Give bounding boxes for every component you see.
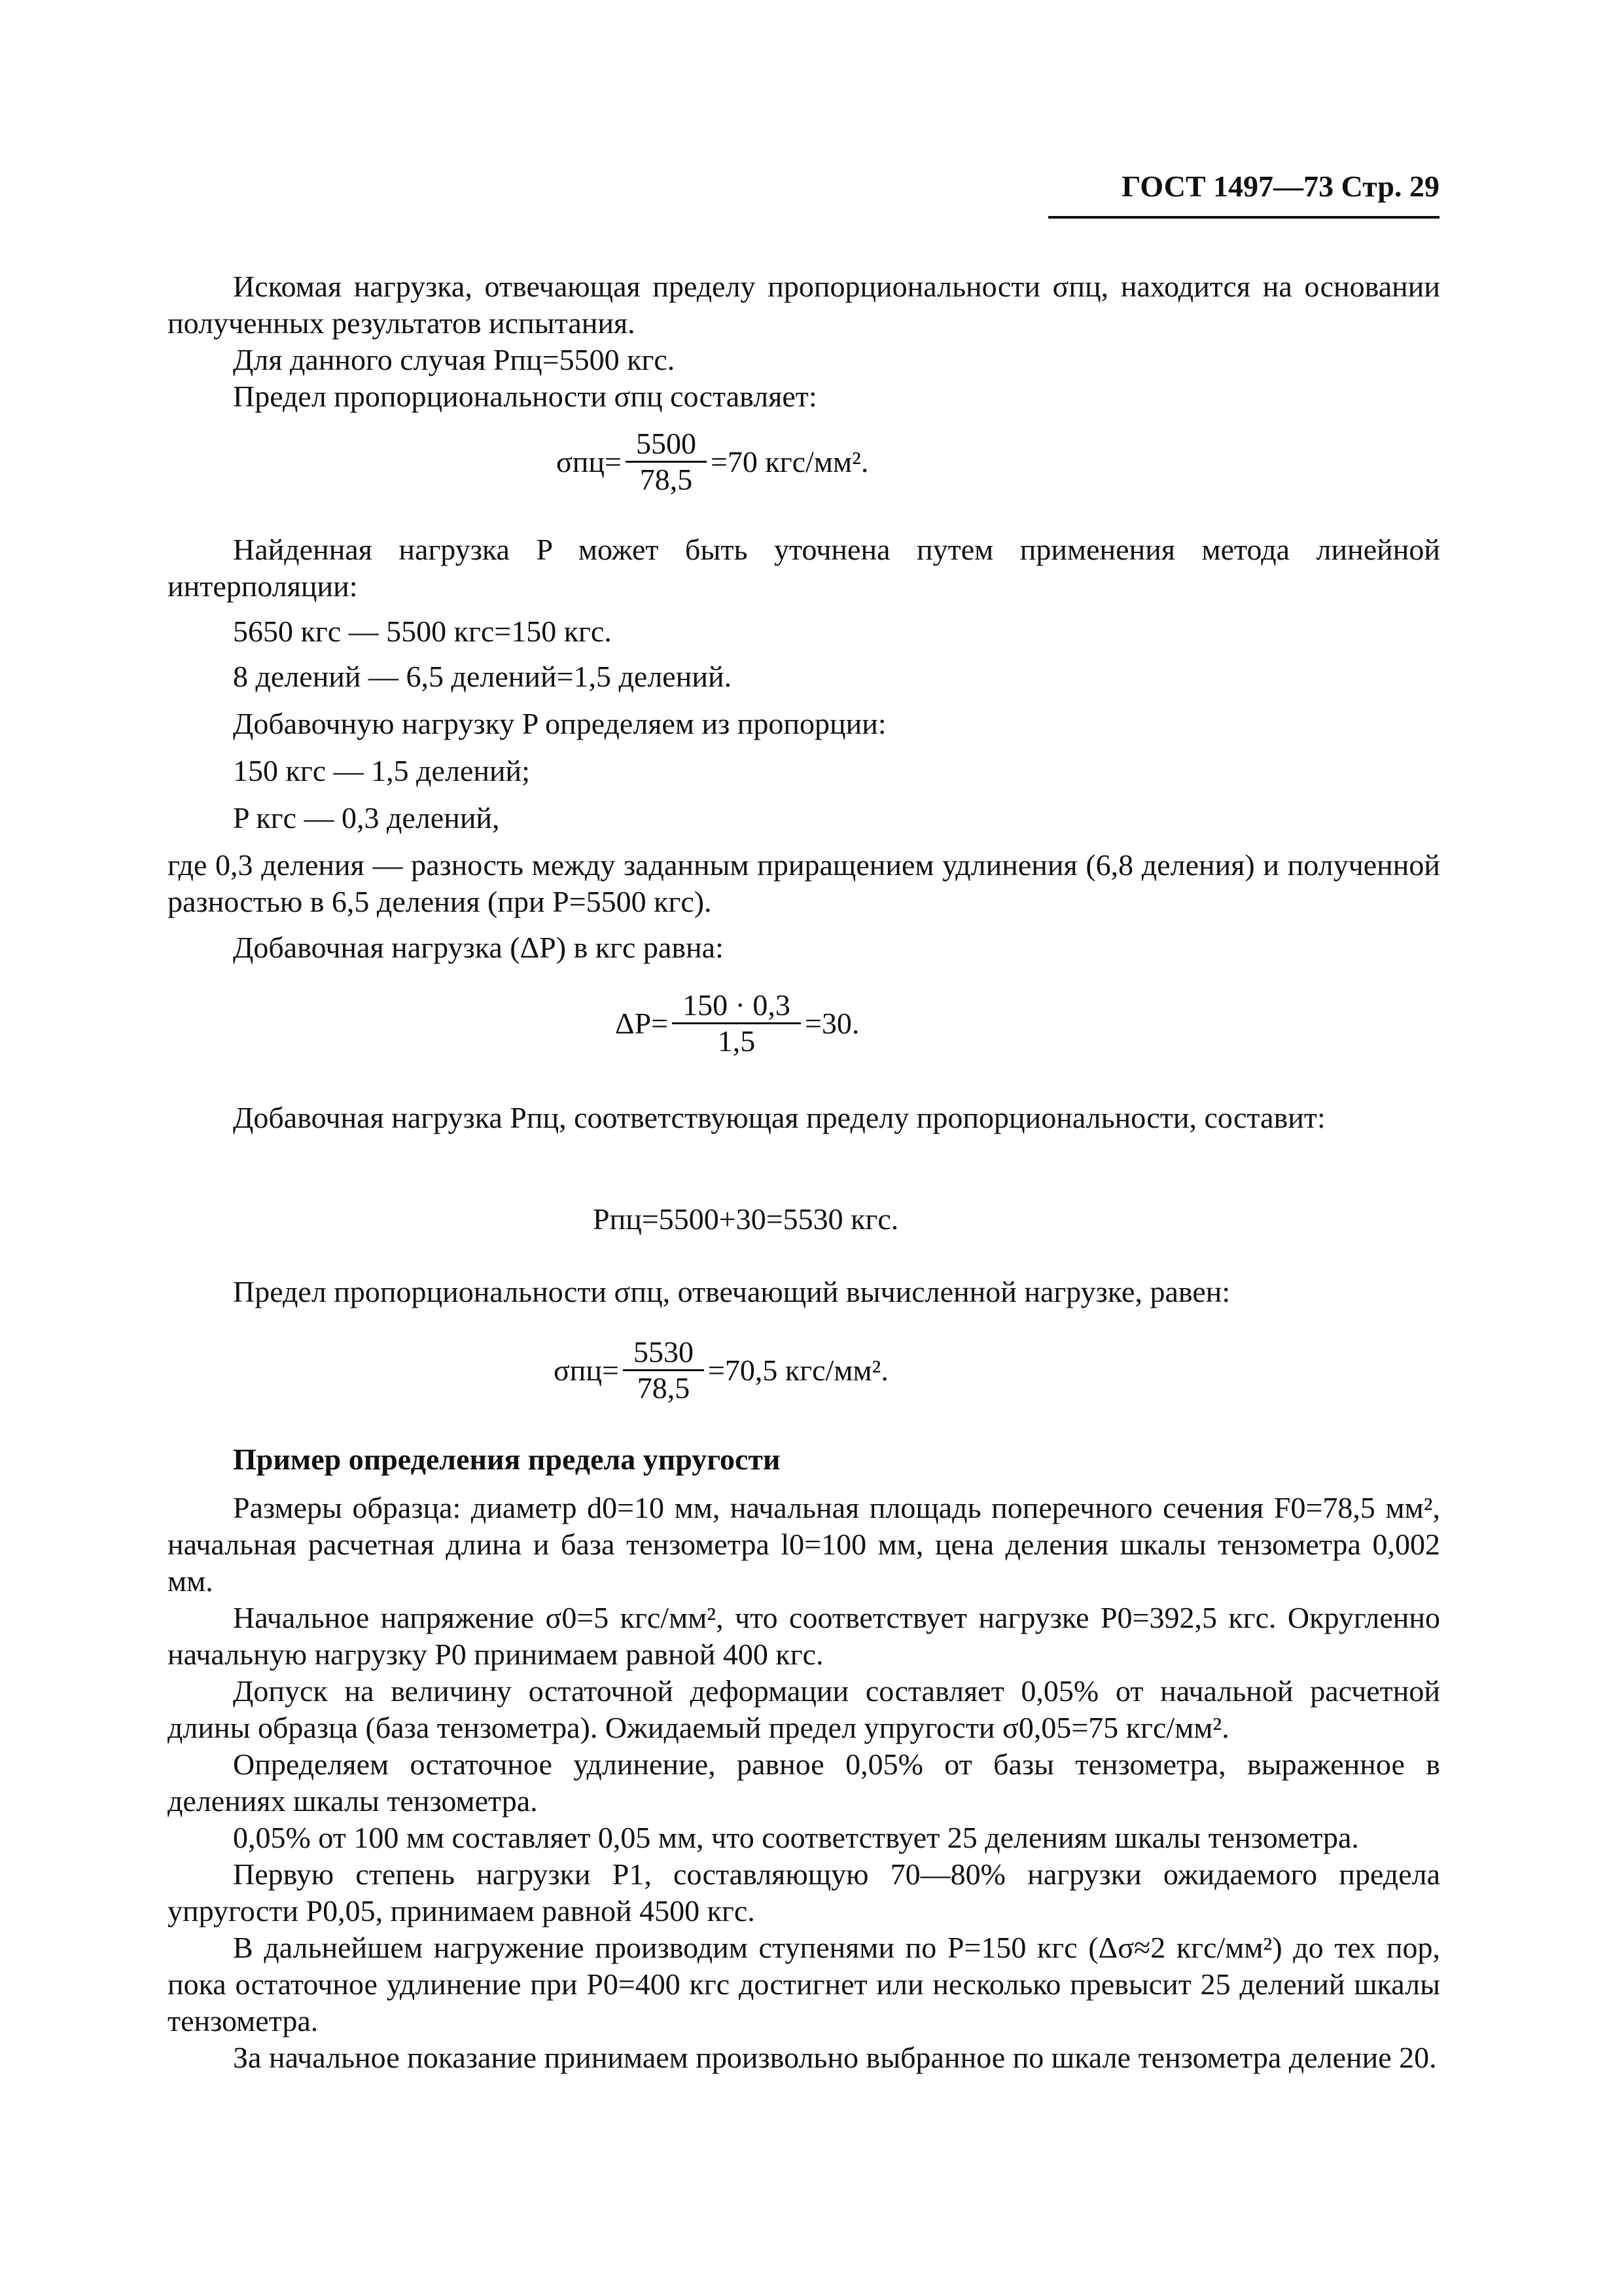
calc-line: Добавочную нагрузку P определяем из пропорции: — [233, 707, 887, 740]
paragraph: За начальное показание принимаем произвольно выбранное по шкале тензометра деление 20. — [233, 2041, 1437, 2074]
paragraph: Допуск на величину остаточной деформации составляет 0,05% от начальной расчетной длины образца (база тензометра). Ожидаемый предел упругости σ0,05=75 кгс/мм². — [168, 1674, 1440, 1744]
formula-rhs: =70,5 кгс/мм². — [707, 1354, 889, 1387]
calc-line: 8 делений — 6,5 делений=1,5 делений. — [233, 660, 732, 693]
formula-p-pc — [593, 1202, 898, 1236]
paragraph: 0,05% от 100 мм составляет 0,05 мм, что соответствует 25 делениям шкалы тензометра. — [233, 1821, 1359, 1854]
formula-fraction — [672, 988, 801, 1058]
paragraph: Начальное напряжение σ0=5 кгс/мм², что соответствует нагрузке P0=392,5 кгс. Округленно начальную нагрузку P0 принимаем равной 400 кгс. — [168, 1601, 1440, 1671]
paragraph: В дальнейшем нагружение производим ступенями по P=150 кгс (Δσ≈2 кгс/мм²) до тех пор, пока остаточное удлинение при P0=400 кгс достигнет или несколько превысит 25 делений шкалы тензометра. — [168, 1931, 1440, 2037]
formula-delta-p — [615, 988, 859, 1058]
section-heading: Пример определения предела упругости — [233, 1443, 781, 1476]
formula-text: Pпц=5500+30=5530 кгс. — [593, 1202, 899, 1236]
page-header: ГОСТ 1497—73 Стр. 29 — [1121, 170, 1439, 203]
formula-numerator: 5530 — [623, 1335, 704, 1371]
calc-line: 150 кгс — 1,5 делений; — [233, 754, 530, 787]
paragraph: Добавочная нагрузка Pпц, соответствующая пределу пропорциональности, составит: — [233, 1101, 1326, 1134]
example-block — [168, 1441, 1440, 2076]
formula-sigma-2 — [554, 1335, 889, 1405]
calc-line: P кгс — 0,3 делений, — [233, 801, 500, 834]
paragraph-8-block — [168, 1274, 1440, 1310]
paragraph: Добавочная нагрузка (ΔP) в кгс равна: — [233, 931, 724, 964]
paragraph: Найденная нагрузка P может быть уточнена путем применения метода линейной интерполяции: — [168, 533, 1440, 603]
paragraph-1-block — [168, 268, 1440, 415]
formula-denominator: 78,5 — [637, 1371, 690, 1405]
formula-lhs: σпц= — [556, 445, 622, 478]
paragraph-7-block — [168, 1100, 1440, 1136]
paragraph-4-block — [168, 531, 1440, 605]
paragraph: Размеры образца: диаметр d0=10 мм, начальная площадь поперечного сечения F0=78,5 мм², начальная расчетная длина и база тензометра l0=100 мм, цена деления шкалы тензометра 0,002 мм. — [168, 1491, 1440, 1598]
paragraph: Определяем остаточное удлинение, равное 0,05% от базы тензометра, выраженное в делениях шкалы тензометра. — [168, 1748, 1440, 1818]
formula-numerator: 150 · 0,3 — [672, 988, 801, 1024]
paragraph: Для данного случая Pпц=5500 кгс. — [233, 343, 675, 376]
header-rule — [1048, 216, 1439, 219]
formula-numerator: 5500 — [626, 427, 707, 463]
formula-sigma-1 — [556, 427, 868, 497]
formula-fraction — [626, 427, 707, 497]
paragraph: Предел пропорциональности σпц, отвечающий вычисленной нагрузке, равен: — [233, 1275, 1231, 1308]
formula-denominator: 78,5 — [639, 463, 693, 496]
paragraph: Первую степень нагрузки P1, составляющую 70—80% нагрузки ожидаемого предела упругости P0,05, принимаем равной 4500 кгс. — [168, 1857, 1440, 1928]
calc-line: 5650 кгс — 5500 кгс=150 кгс. — [233, 615, 612, 648]
paragraph: где 0,3 деления — разность между заданным приращением удлинения (6,8 деления) и полученной разностью в 6,5 деления (при P=5500 кгс). — [168, 848, 1440, 918]
paragraph-5-block — [168, 847, 1440, 966]
paragraph: Искомая нагрузка, отвечающая пределу пропорциональности σпц, находится на основании полученных результатов испытания. — [168, 270, 1440, 340]
paragraph: Предел пропорциональности σпц составляет: — [233, 380, 817, 413]
formula-fraction — [623, 1335, 704, 1405]
formula-lhs: σпц= — [554, 1354, 619, 1387]
formula-denominator: 1,5 — [717, 1024, 756, 1058]
formula-rhs: =30. — [804, 1007, 860, 1040]
formula-lhs: ΔP= — [615, 1007, 669, 1040]
formula-rhs: =70 кгс/мм². — [710, 445, 869, 478]
